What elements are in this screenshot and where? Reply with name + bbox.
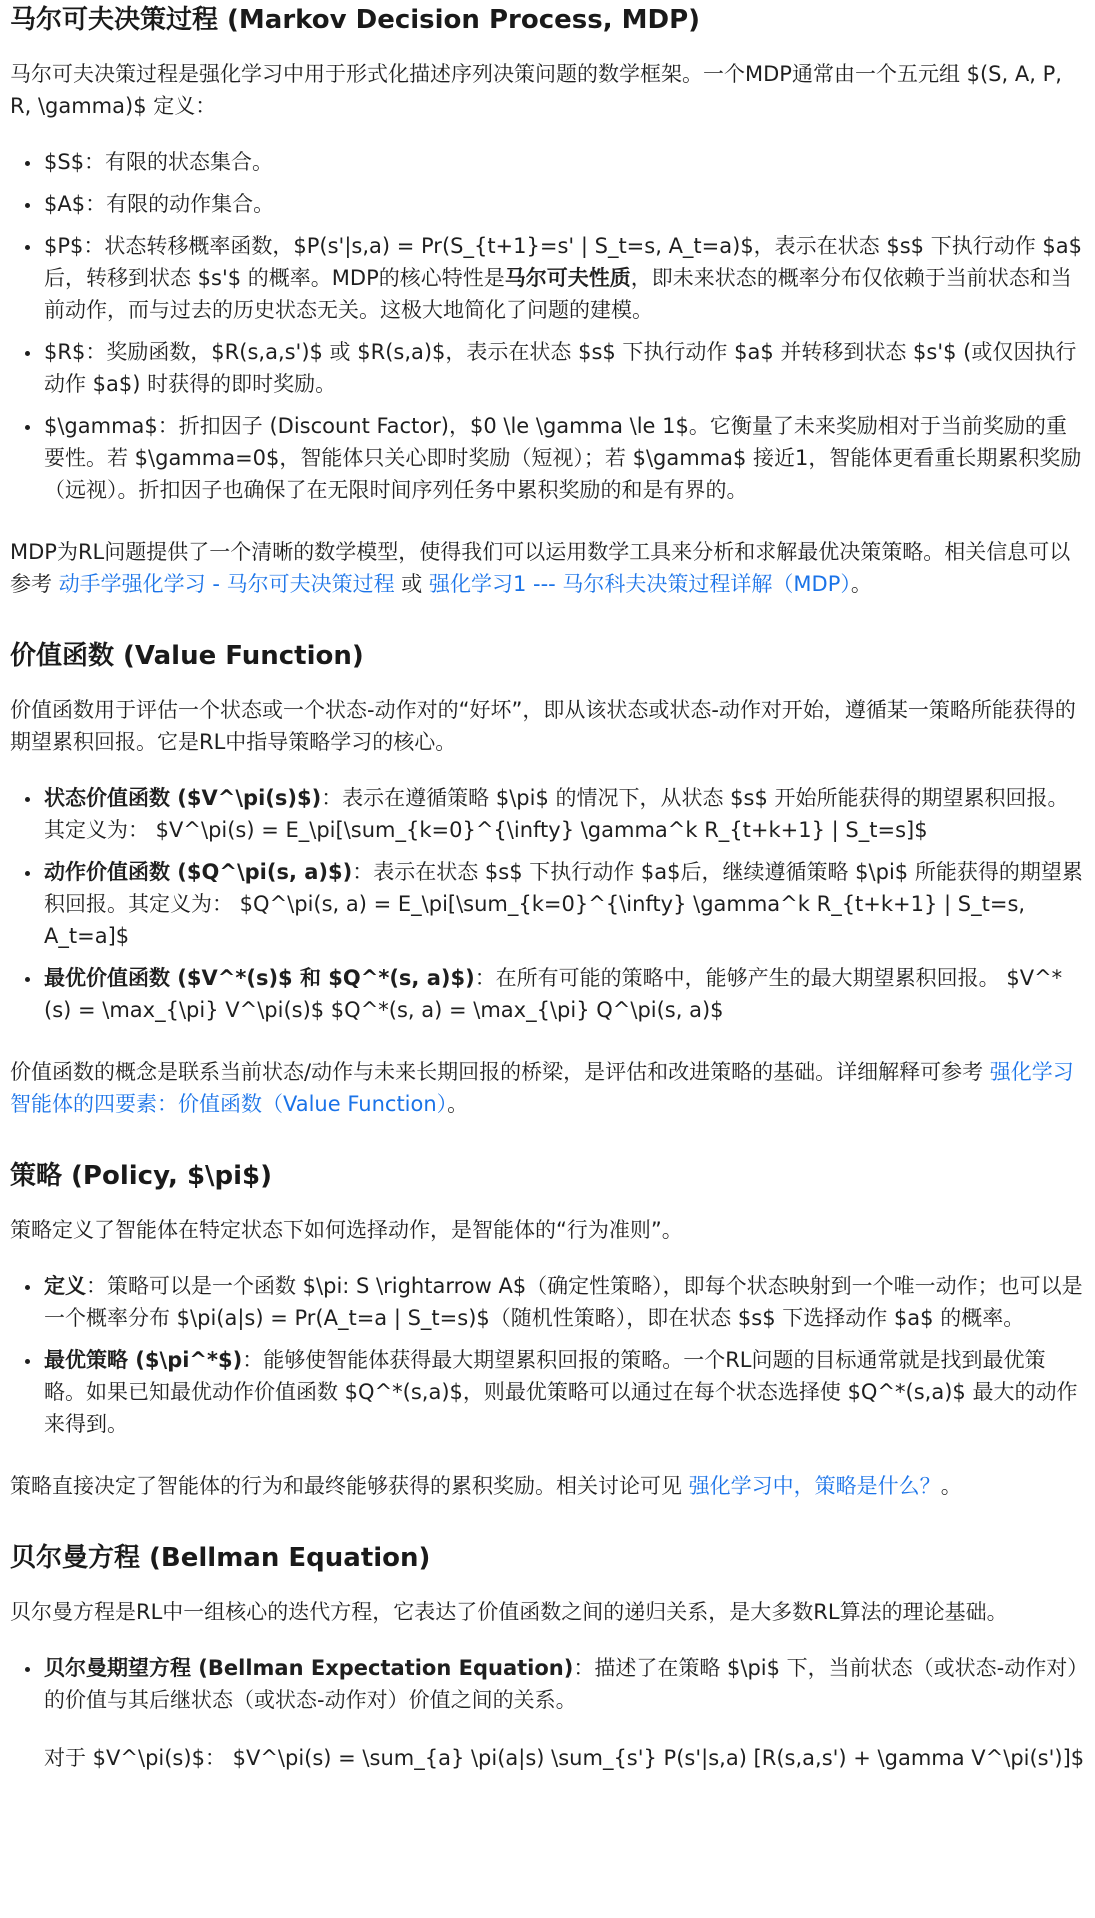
list-item [42,146,1085,178]
list-item [42,1270,1085,1334]
bellman-v-equation: 对于 $V^\pi(s)$： $V^\pi(s) = \sum_{a} \pi(a|s) \sum_{s'} P(s'|s,a) [R(s,a,s') + \gamma V^\pi(s')]$ [44,1746,1085,1770]
list-item-text: ：描述了在策略 $\pi$ 下，当前状态（或状态-动作对）的价值与其后继状态（或状态-动作对）价值之间的关系。 [44,1656,1078,1712]
bellman-intro: 贝尔曼方程是RL中一组核心的迭代方程，它表达了价值函数之间的递归关系，是大多数RL算法的理论基础。 [10,1600,1008,1624]
list-item [42,188,1085,220]
list-item-text: $S$：有限的状态集合。 [44,150,274,174]
list-item-bold: 动作价值函数 ($Q^\pi(s, a)$) [44,860,353,884]
list-item [42,230,1085,326]
list-item-bold: 最优价值函数 ($V^*(s)$ 和 $Q^*(s, a)$) [44,966,475,990]
list-item-bold: 定义 [44,1274,86,1298]
value-link-four-elements[interactable]: 强化学习智能体的四要素：价值函数（Value Function） [10,1060,1074,1116]
list-item-text: $A$：有限的动作集合。 [44,192,275,216]
mdp-summary [10,536,1085,600]
policy-summary [10,1470,1085,1502]
list-item [42,962,1085,1026]
summary-text: 。 [447,1092,469,1116]
list-item-text: ：表示在状态 $s$ 下执行动作 $a$后，继续遵循策略 $\pi$ 所能获得的期望累积回报。其定义为： $Q^\pi(s, a) = E_\pi[\sum_{k=0}^{\infty} \gamma^k R_{t+k+1} | S_t=s, A_t=a]$ [44,860,1083,948]
list-item [42,336,1085,400]
value-intro: 价值函数用于评估一个状态或一个状态-动作对的“好坏”，即从该状态或状态-动作对开始，遵循某一策略所能获得的期望累积回报。它是RL中指导策略学习的核心。 [10,698,1076,754]
list-item-text: $\gamma$：折扣因子 (Discount Factor)，$0 \le \gamma \le 1$。它衡量了未来奖励相对于当前奖励的重要性。若 $\gamma=0$，智能体只关心即时奖励（短视）；若 $\gamma$ 接近1，智能体更看重长期累积奖励（远视）。折扣因子也确保了在无限时间序列任务中累积奖励的和是有界的。 [44,414,1082,502]
list-item-text: ：表示在遵循策略 $\pi$ 的情况下，从状态 $s$ 开始所能获得的期望累积回报。其定义为： $V^\pi(s) = E_\pi[\sum_{k=0}^{\infty} \gamma^k R_{t+k+1} | S_t=s]$ [44,786,1069,842]
summary-text: 。 [850,572,872,596]
value-summary [10,1056,1085,1120]
policy-intro: 策略定义了智能体在特定状态下如何选择动作，是智能体的“行为准则”。 [10,1218,683,1242]
list-item [42,782,1085,846]
list-item-text: ：能够使智能体获得最大期望累积回报的策略。一个RL问题的目标通常就是找到最优策略。如果已知最优动作价值函数 $Q^*(s,a)$，则最优策略可以通过在每个状态选择使 $Q^*(s,a)$ 最大的动作来得到。 [44,1348,1078,1436]
list-item [42,856,1085,952]
list-item-bold: 贝尔曼期望方程 (Bellman Expectation Equation) [44,1656,574,1680]
list-item-bold: 状态价值函数 ($V^\pi(s)$) [44,786,322,810]
list-item [42,1344,1085,1440]
list-item [42,1652,1085,1774]
list-item [42,410,1085,506]
value-heading: 价值函数 (Value Function) [10,641,364,671]
summary-text: 价值函数的概念是联系当前状态/动作与未来长期回报的桥梁，是评估和改进策略的基础。详细解释可参考 [10,1060,990,1084]
list-item-text: ：策略可以是一个函数 $\pi: S \rightarrow A$（确定性策略），即每个状态映射到一个唯一动作；也可以是一个概率分布 $\pi(a|s) = Pr(A_t=a | S_t=s)$（随机性策略），即在状态 $s$ 下选择动作 $a$ 的概率。 [44,1274,1083,1330]
bellman-list [10,1652,1085,1774]
policy-heading: 策略 (Policy, $\pi$) [10,1161,273,1191]
list-item-bold: 最优策略 ($\pi^*$) [44,1348,243,1372]
mdp-link-rl1-mdp[interactable]: 强化学习1 --- 马尔科夫决策过程详解（MDP） [428,572,851,596]
mdp-link-dive-into-rl[interactable]: 动手学强化学习 - 马尔可夫决策过程 [58,572,395,596]
list-item-bold: 马尔可夫性质 [504,266,631,290]
value-list [10,782,1085,1026]
summary-text: 策略直接决定了智能体的行为和最终能够获得的累积奖励。相关讨论可见 [10,1474,689,1498]
mdp-list [10,146,1085,506]
list-item-text: ，即未来状态的概率分布仅依赖于当前状态和当前动作，而与过去的历史状态无关。这极大地简化了问题的建模。 [44,266,1072,322]
summary-text: 。 [940,1474,962,1498]
summary-text: MDP为RL问题提供了一个清晰的数学模型，使得我们可以运用数学工具来分析和求解最优决策策略。相关信息可以参考 [10,540,1071,596]
list-item-text: ：在所有可能的策略中，能够产生的最大期望累积回报。 $V^*(s) = \max_{\pi} V^\pi(s)$ $Q^*(s, a) = \max_{\pi} Q^\pi(s, a)$ [44,966,1063,1022]
list-item-text: $P$：状态转移概率函数，$P(s'|s,a) = Pr(S_{t+1}=s' | S_t=s, A_t=a)$，表示在状态 $s$ 下执行动作 $a$ 后，转移到状态 $s'$ 的概率。MDP的核心特性是 [44,234,1082,290]
bellman-heading: 贝尔曼方程 (Bellman Equation) [10,1543,431,1573]
mdp-intro: 马尔可夫决策过程是强化学习中用于形式化描述序列决策问题的数学框架。一个MDP通常由一个五元组 $(S, A, P, R, \gamma)$ 定义： [10,62,1062,118]
list-item-text: $R$：奖励函数，$R(s,a,s')$ 或 $R(s,a)$，表示在状态 $s$ 下执行动作 $a$ 并转移到状态 $s'$ (或仅因执行动作 $a$) 时获得的即时奖励。 [44,340,1077,396]
mdp-heading: 马尔可夫决策过程 (Markov Decision Process, MDP) [10,5,701,35]
policy-list [10,1270,1085,1440]
policy-link-what-is-policy[interactable]: 强化学习中，策略是什么？ [688,1474,941,1498]
summary-text: 或 [394,572,429,596]
